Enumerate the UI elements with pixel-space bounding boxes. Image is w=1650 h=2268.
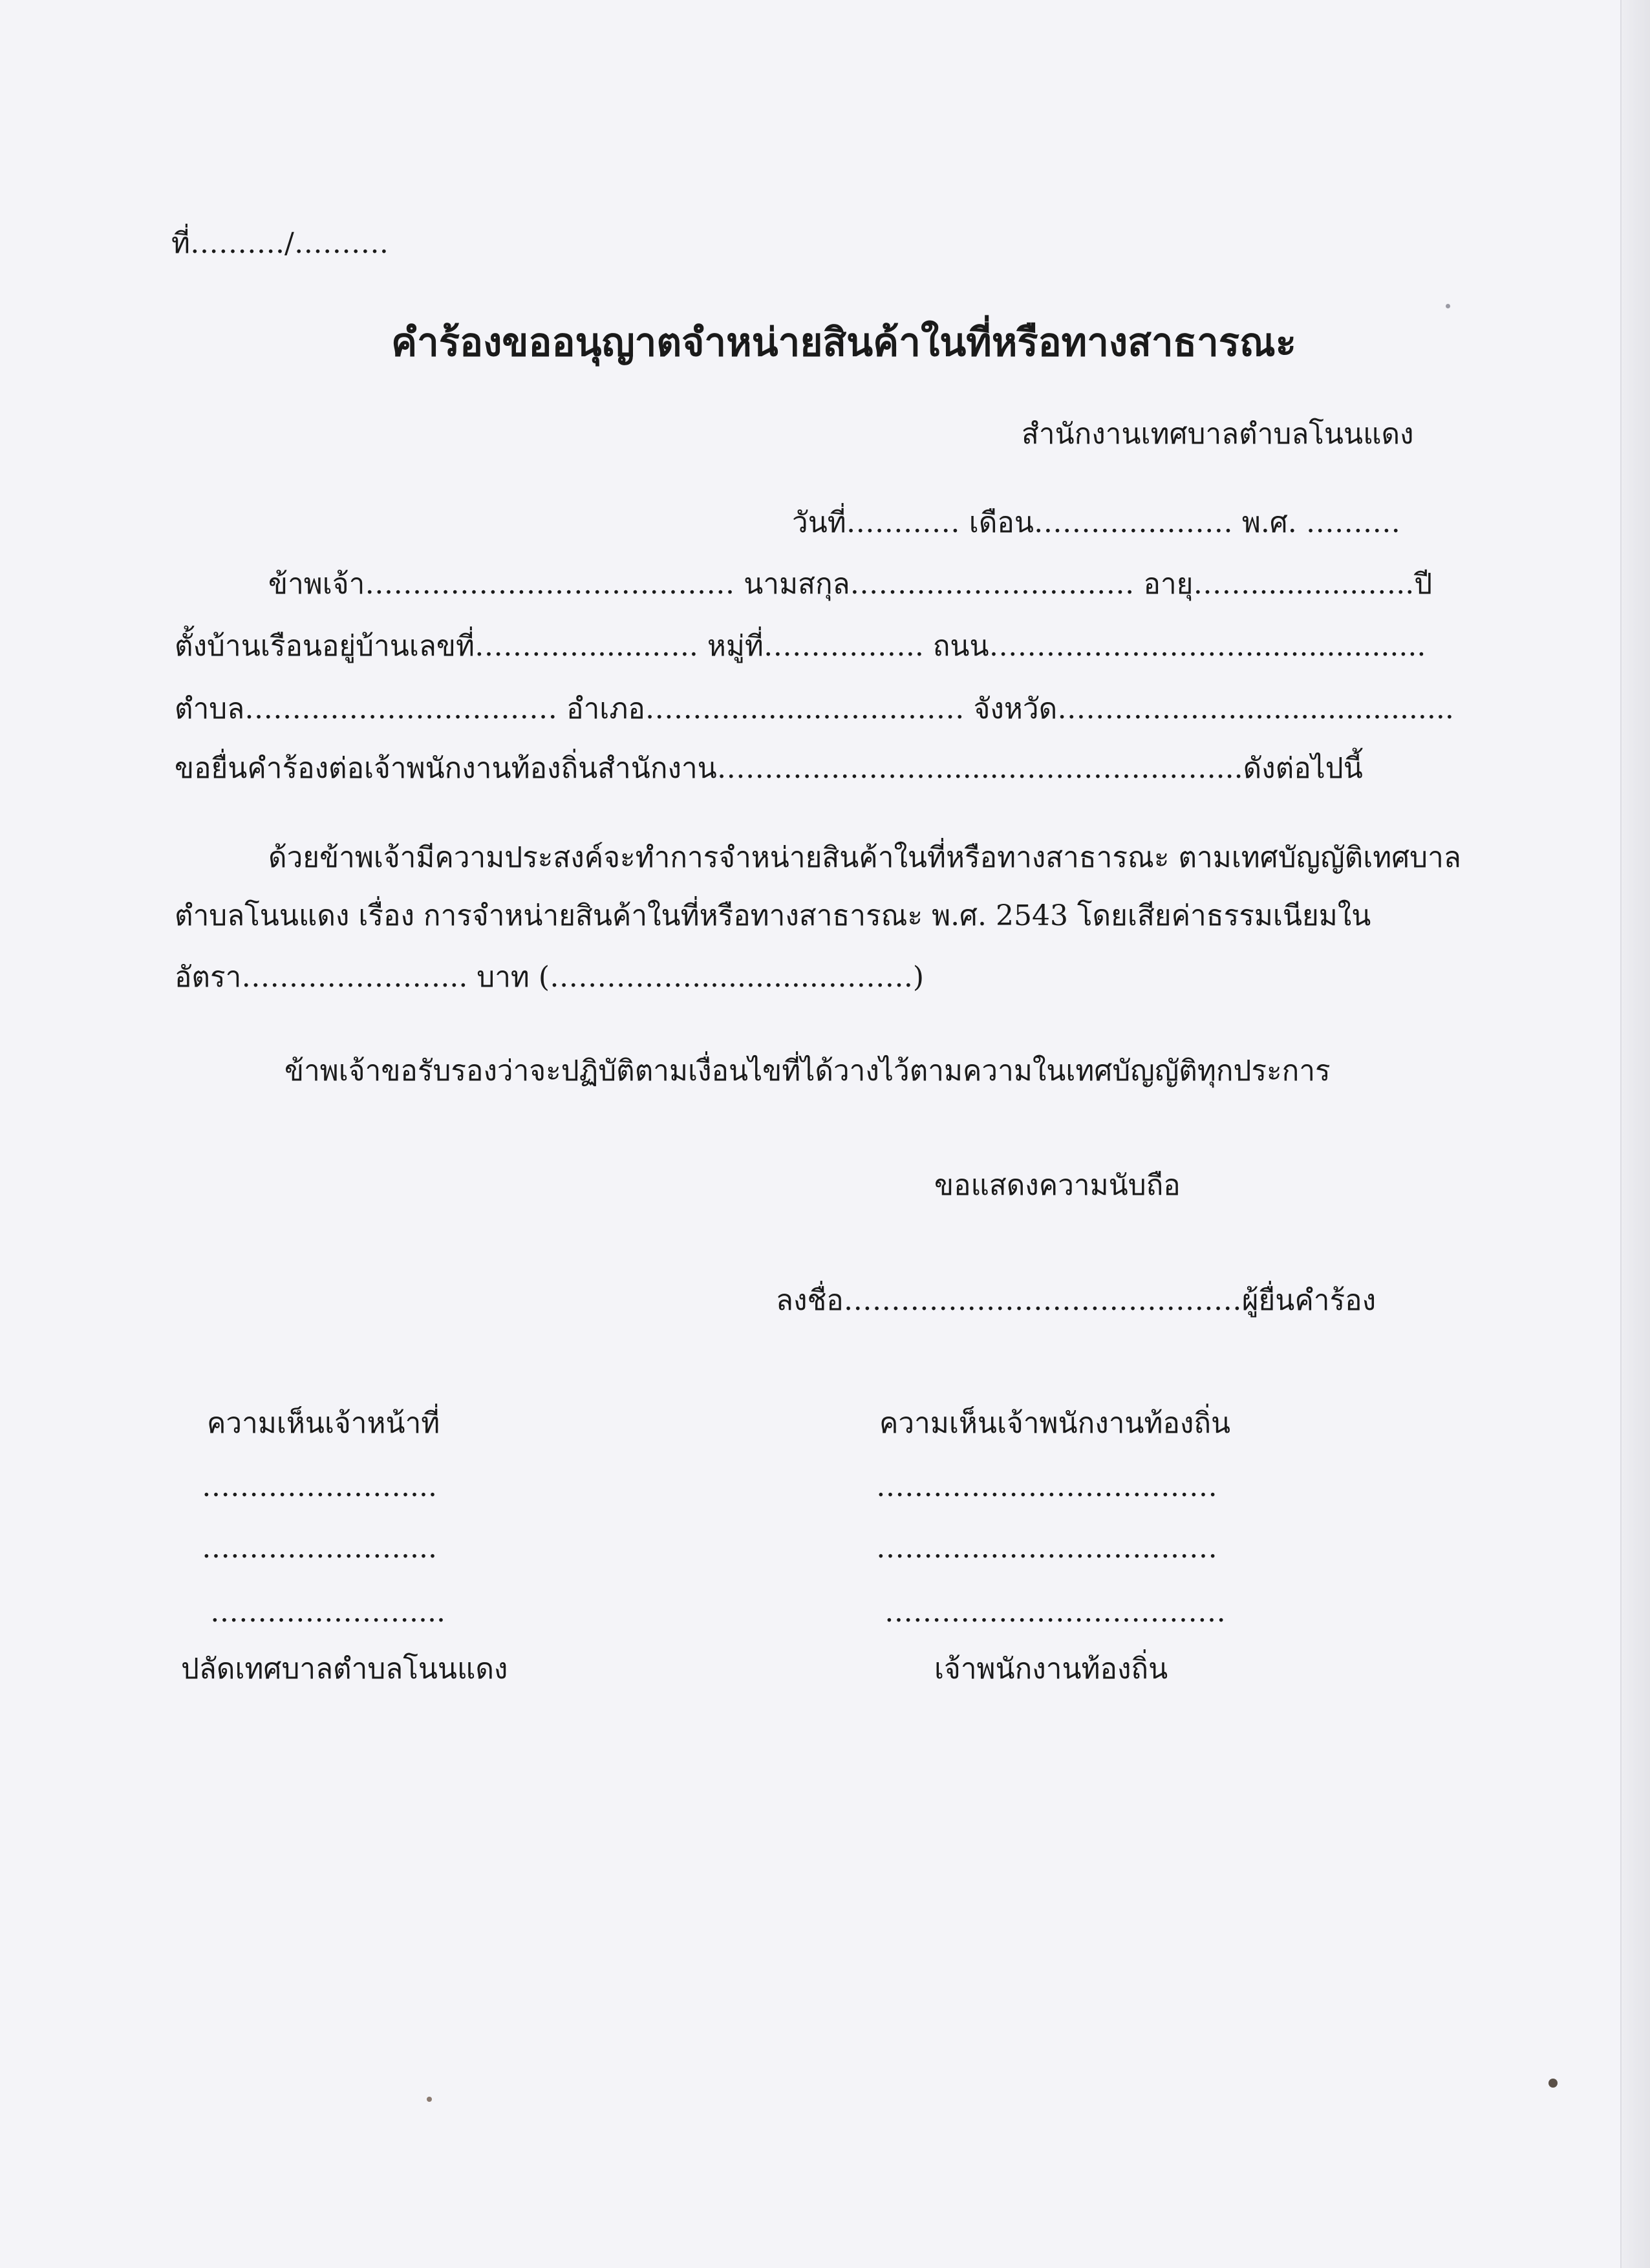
applicant-signature-line: ลงชื่อ……………………………………ผู้ยื่นคำร้อง	[776, 1284, 1377, 1317]
page-edge-line	[1620, 0, 1622, 2268]
document-title: คำร้องขออนุญาตจำหน่ายสินค้าในที่หรือทางสาธารณะ	[391, 320, 1296, 365]
body-paragraph-line-2: ตำบลโนนแดง เรื่อง การจำหน่ายสินค้าในที่หรือทางสาธารณะ พ.ศ. 2543 โดยเสียค่าธรรมเนียมใน	[175, 899, 1371, 932]
local-official-opinion-line: ………………………………	[876, 1532, 1217, 1565]
body-paragraph-line-3: อัตรา…………………... บาท (……………..............……….)	[175, 961, 925, 994]
officer-signer-title: ปลัดเทศบาลตำบลโนนแดง	[181, 1653, 508, 1685]
local-official-opinion-line: ………………………………	[884, 1596, 1226, 1629]
local-official-opinion-heading: ความเห็นเจ้าพนักงานท้องถิ่น	[879, 1407, 1231, 1440]
officer-opinion-line: …………………....	[202, 1470, 437, 1503]
document-number: ที่………./……….	[171, 227, 389, 260]
certification-paragraph: ข้าพเจ้าขอรับรองว่าจะปฏิบัติตามเงื่อนไขที่ได้วางไว้ตามความในเทศบัญญัติทุกประการ	[284, 1054, 1331, 1087]
office-name: สำนักงานเทศบาลตำบลโนนแดง	[1022, 418, 1414, 451]
officer-opinion-heading: ความเห็นเจ้าหน้าที่	[207, 1407, 440, 1440]
officer-opinion-line: …………………....	[210, 1596, 445, 1629]
local-official-opinion-line: ………………………………	[876, 1470, 1217, 1503]
applicant-name-line: ข้าพเจ้า………………………………… นามสกุล………………………… อายุ…….............…..ปี	[268, 568, 1433, 601]
date-line: วันที่………… เดือน………………… พ.ศ. ……….	[792, 506, 1400, 539]
applicant-district-line: ตำบล…………………………… อำเภอ………….......…………… จังหวัด……………….........................	[175, 692, 1454, 725]
scan-speck	[1446, 304, 1450, 308]
scan-speck	[1548, 2079, 1558, 2088]
body-paragraph-line-1: ด้วยข้าพเจ้ามีความประสงค์จะทำการจำหน่ายสินค้าในที่หรือทางสาธารณะ ตามเทศบัญญัติเทศบาล	[268, 841, 1461, 874]
applicant-submit-line: ขอยื่นคำร้องต่อเจ้าพนักงานท้องถิ่นสำนักงาน…………………….......…………………....ดังต่อไปนี้	[175, 752, 1363, 785]
scan-speck	[427, 2097, 432, 2102]
local-official-signer-title: เจ้าพนักงานท้องถิ่น	[934, 1653, 1168, 1685]
officer-opinion-line: …………………....	[202, 1532, 437, 1565]
page-edge-shadow	[1620, 0, 1650, 2268]
closing-phrase: ขอแสดงความนับถือ	[934, 1169, 1181, 1202]
applicant-address-line: ตั้งบ้านเรือนอยู่บ้านเลขที่………….......….. หมู่ที่…………….. ถนน………………………....................	[175, 630, 1426, 663]
